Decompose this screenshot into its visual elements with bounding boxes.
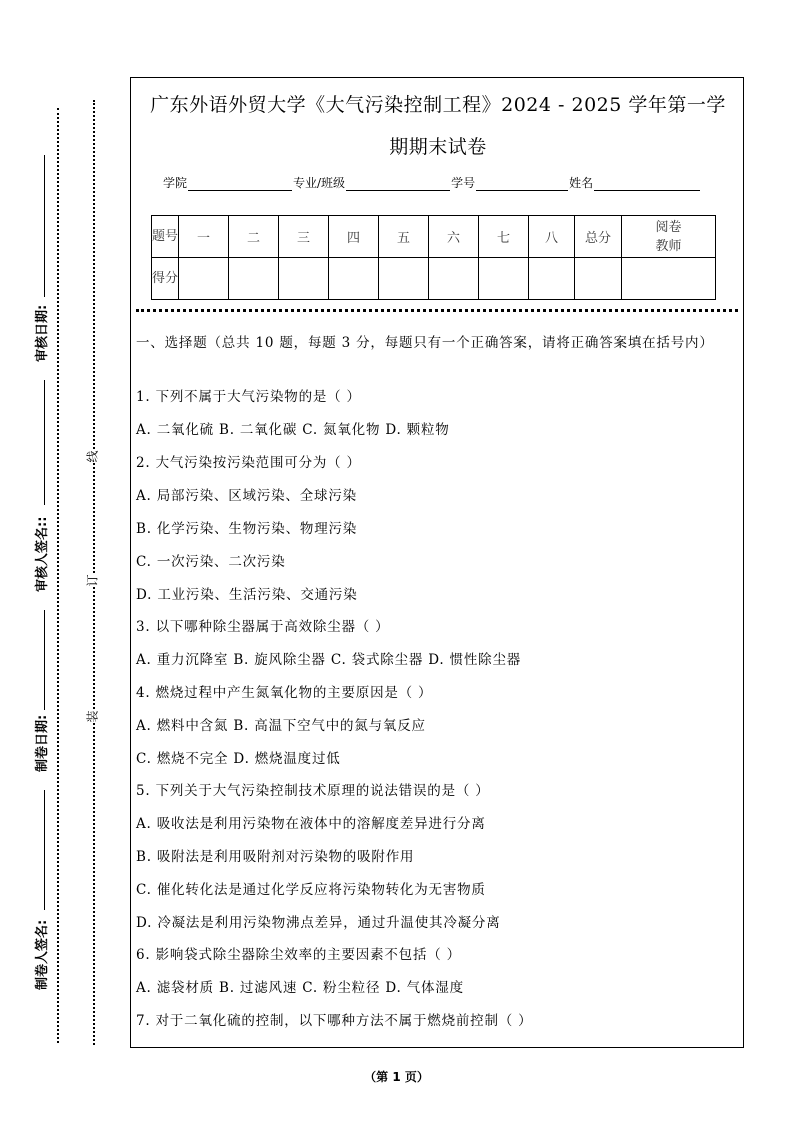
option-line: A. 重力沉降室 B. 旋风除尘器 C. 袋式除尘器 D. 惯性除尘器 xyxy=(136,652,522,668)
grader-cell[interactable] xyxy=(622,258,716,300)
score-cell[interactable] xyxy=(529,258,575,300)
question-line: 3. 以下哪种除尘器属于高效除尘器（ ） xyxy=(136,619,390,635)
dotted-line-outer xyxy=(93,100,95,1045)
name-field[interactable] xyxy=(594,176,700,191)
exam-title-line1: 广东外语外贸大学《大气污染控制工程》2024 - 2025 学年第一学 xyxy=(150,94,726,116)
option-line: B. 化学污染、生物污染、物理污染 xyxy=(136,521,358,537)
option-line: C. 燃烧不完全 D. 燃烧温度过低 xyxy=(136,751,341,767)
score-cell[interactable] xyxy=(329,258,379,300)
score-cell[interactable] xyxy=(179,258,229,300)
question-line: 5. 下列关于大气污染控制技术原理的说法错误的是（ ） xyxy=(136,783,490,799)
question-line: 2. 大气污染按污染范围可分为（ ） xyxy=(136,455,361,471)
review-date-line xyxy=(44,155,45,297)
score-table xyxy=(151,215,716,300)
dotted-line-inner xyxy=(57,108,59,1043)
score-col-header: 三 xyxy=(279,216,329,258)
question-no-header: 题号 xyxy=(152,216,179,258)
bind-char-bind: 装 xyxy=(85,710,100,723)
college-field[interactable] xyxy=(188,176,292,191)
option-line: A. 局部污染、区域污染、全球污染 xyxy=(136,488,357,504)
name-label: 姓名 xyxy=(569,176,594,190)
score-table-header-row xyxy=(152,216,716,258)
dotted-separator xyxy=(136,309,738,312)
score-cell[interactable] xyxy=(379,258,429,300)
question-line: 6. 影响袋式除尘器除尘效率的主要因素不包括（ ） xyxy=(136,947,461,963)
exam-frame xyxy=(130,77,744,1048)
score-col-header: 七 xyxy=(479,216,529,258)
reviewer-sign-label: 审核人签名:: xyxy=(35,516,50,592)
bind-char-staple: 订 xyxy=(85,574,100,587)
exam-title-line2: 期期末试卷 xyxy=(389,136,487,158)
page-number: （第 1 页） xyxy=(364,1070,429,1084)
make-date-label: 制卷日期: xyxy=(35,714,50,772)
option-line: D. 冷凝法是利用污染物沸点差异，通过升温使其冷凝分离 xyxy=(136,915,501,931)
option-line: C. 催化转化法是通过化学反应将污染物转化为无害物质 xyxy=(136,882,486,898)
score-cell[interactable] xyxy=(279,258,329,300)
score-col-header: 四 xyxy=(329,216,379,258)
option-line: D. 工业污染、生活污染、交通污染 xyxy=(136,587,358,603)
score-cell[interactable] xyxy=(479,258,529,300)
bind-char-line: 线 xyxy=(85,450,100,463)
reviewer-sign-line xyxy=(44,380,45,505)
option-line: A. 二氧化硫 B. 二氧化碳 C. 氮氧化物 D. 颗粒物 xyxy=(136,422,450,438)
score-col-header: 一 xyxy=(179,216,229,258)
score-col-header: 五 xyxy=(379,216,429,258)
option-line: B. 吸附法是利用吸附剂对污染物的吸附作用 xyxy=(136,849,415,865)
score-cell[interactable] xyxy=(229,258,279,300)
question-line: 1. 下列不属于大气污染物的是（ ） xyxy=(136,389,361,405)
total-score-header: 总分 xyxy=(575,216,622,258)
score-table-score-row xyxy=(152,258,716,300)
option-line: A. 吸收法是利用污染物在液体中的溶解度差异进行分离 xyxy=(136,816,486,832)
option-line: A. 燃料中含氮 B. 高温下空气中的氮与氧反应 xyxy=(136,718,426,734)
score-col-header: 六 xyxy=(429,216,479,258)
review-date-label: 审核日期: xyxy=(35,304,50,362)
make-date-line xyxy=(44,610,45,710)
total-score-cell[interactable] xyxy=(575,258,622,300)
student-id-label: 学号 xyxy=(451,176,476,190)
student-info-row xyxy=(163,174,701,191)
maker-sign-line xyxy=(44,790,45,910)
option-line: C. 一次污染、二次污染 xyxy=(136,554,286,570)
score-cell[interactable] xyxy=(429,258,479,300)
question-line: 7. 对于二氧化硫的控制，以下哪种方法不属于燃烧前控制（ ） xyxy=(136,1013,533,1029)
grader-header: 阅卷教师 xyxy=(622,216,716,258)
question-line: 4. 燃烧过程中产生氮氧化物的主要原因是（ ） xyxy=(136,685,433,701)
major-class-label: 专业/班级 xyxy=(293,176,346,190)
option-line: A. 滤袋材质 B. 过滤风速 C. 粉尘粒径 D. 气体湿度 xyxy=(136,980,464,996)
college-label: 学院 xyxy=(163,176,188,190)
major-class-field[interactable] xyxy=(346,176,450,191)
score-col-header: 八 xyxy=(529,216,575,258)
section-heading: 一、选择题（总共 10 题，每题 3 分，每题只有一个正确答案，请将正确答案填在括号内） xyxy=(136,335,714,351)
score-col-header: 二 xyxy=(229,216,279,258)
student-id-field[interactable] xyxy=(476,176,568,191)
maker-sign-label: 制卷人签名: xyxy=(35,919,50,990)
score-row-header: 得分 xyxy=(152,258,179,300)
